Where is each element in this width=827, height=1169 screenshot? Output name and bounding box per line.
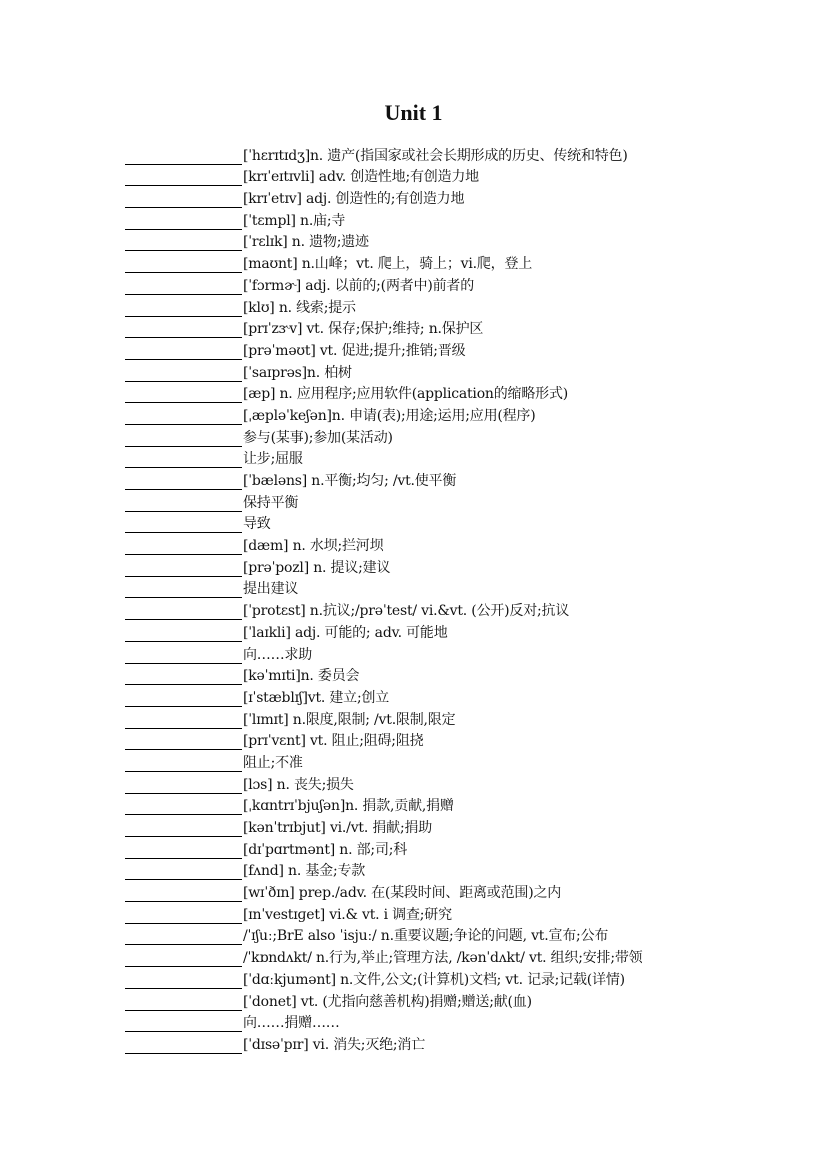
vocab-entry-row — [125, 1032, 725, 1054]
answer-blank-line[interactable] — [125, 603, 242, 620]
answer-blank-line[interactable] — [125, 863, 242, 880]
answer-blank-line[interactable] — [125, 408, 242, 425]
vocab-entry-row — [125, 989, 725, 1011]
answer-blank-line[interactable] — [125, 755, 242, 772]
answer-blank-line[interactable] — [125, 820, 242, 837]
entry-definition: 阻止;不准 — [243, 754, 303, 771]
entry-definition: [prəˈməʊt] vt. 促进;提升;推销;晋级 — [243, 342, 466, 359]
vocab-entry-row — [125, 295, 725, 317]
vocab-entry-row — [125, 902, 725, 924]
entry-definition: /ˈkɒndʌkt/ n.行为,举止;管理方法, /kənˈdʌkt/ vt. 组织;安排;带领 — [243, 950, 643, 967]
answer-blank-line[interactable] — [125, 907, 242, 924]
answer-blank-line[interactable] — [125, 647, 242, 664]
vocab-entry-row — [125, 880, 725, 902]
vocab-entry-row — [125, 772, 725, 794]
answer-blank-line[interactable] — [125, 885, 242, 902]
entry-definition: /ˈɪʃuː;BrE also ˈisjuː/ n.重要议题;争论的问题, vt.宣布;公布 — [243, 928, 609, 945]
vocab-entry-row — [125, 490, 725, 512]
entry-definition: [ˈdɑːkjumənt] n.文件,公文;(计算机)文档; vt. 记录;记载(详情) — [243, 971, 625, 988]
answer-blank-line[interactable] — [125, 169, 242, 186]
entry-definition: [fʌnd] n. 基金;专款 — [243, 863, 366, 880]
vocab-entry-row — [125, 382, 725, 404]
answer-blank-line[interactable] — [125, 777, 242, 794]
entry-definition: 导致 — [243, 516, 271, 533]
vocab-entry-row — [125, 859, 725, 881]
entry-definition: 向……捐赠…… — [243, 1015, 340, 1032]
entry-definition: [prɪˈvɛnt] vt. 阻止;阻碍;阻挠 — [243, 733, 424, 750]
vocab-entry-row — [125, 360, 725, 382]
entry-definition: 参与(某事);参加(某活动) — [243, 429, 393, 446]
vocab-entry-row — [125, 924, 725, 946]
entry-definition: [prəˈpozl] n. 提议;建议 — [243, 559, 391, 576]
vocab-entry-row — [125, 685, 725, 707]
vocab-entry-row — [125, 273, 725, 295]
answer-blank-line[interactable] — [125, 712, 242, 729]
answer-blank-line[interactable] — [125, 950, 242, 967]
entry-definition: [ˈdonet] vt. (尤指向慈善机构)捐赠;赠送;献(血) — [243, 993, 532, 1010]
entry-definition: 保持平衡 — [243, 494, 299, 511]
answer-blank-line[interactable] — [125, 473, 242, 490]
vocab-entry-row — [125, 620, 725, 642]
vocab-entry-row — [125, 425, 725, 447]
vocab-entry-row — [125, 208, 725, 230]
entry-definition: [ɪnˈvestɪɡet] vi.& vt. i 调查;研究 — [243, 906, 452, 923]
vocab-entry-row — [125, 468, 725, 490]
answer-blank-line[interactable] — [125, 213, 242, 230]
vocab-entry-row — [125, 186, 725, 208]
answer-blank-line[interactable] — [125, 538, 242, 555]
entry-definition: [ˈrɛlɪk] n. 遗物;遗迹 — [243, 234, 369, 251]
vocab-entry-row — [125, 707, 725, 729]
entry-definition: [maʊnt] n.山峰；vt. 爬上，骑上；vi.爬，登上 — [243, 256, 533, 273]
answer-blank-line[interactable] — [125, 733, 242, 750]
answer-blank-line[interactable] — [125, 972, 242, 989]
vocab-entry-row — [125, 165, 725, 187]
entry-definition: 让步;屈服 — [243, 451, 303, 468]
answer-blank-line[interactable] — [125, 668, 242, 685]
entry-definition: [æp] n. 应用程序;应用软件(application的缩略形式) — [243, 386, 569, 403]
vocab-entry-row — [125, 729, 725, 751]
answer-blank-line[interactable] — [125, 148, 242, 165]
answer-blank-line[interactable] — [125, 1037, 242, 1054]
answer-blank-line[interactable] — [125, 430, 242, 447]
vocab-entry-row — [125, 403, 725, 425]
answer-blank-line[interactable] — [125, 365, 242, 382]
entry-definition: [kənˈtrɪbjut] vi./vt. 捐献;捐助 — [243, 820, 433, 836]
vocab-entry-row — [125, 1011, 725, 1033]
vocab-entry-row — [125, 533, 725, 555]
entry-definition: [ˌkɑntrɪˈbjuʃən]n. 捐款,贡献,捐赠 — [243, 798, 454, 815]
answer-blank-line[interactable] — [125, 278, 242, 295]
vocab-entry-row — [125, 837, 725, 859]
vocab-entry-row — [125, 664, 725, 686]
entry-definition: [kəˈmɪti]n. 委员会 — [243, 668, 360, 685]
vocab-entry-row — [125, 143, 725, 165]
answer-blank-line[interactable] — [125, 928, 242, 945]
entry-definition: 向……求助 — [243, 646, 312, 663]
answer-blank-line[interactable] — [125, 560, 242, 577]
vocab-entry-row — [125, 794, 725, 816]
entry-definition: [dæm] n. 水坝;拦河坝 — [243, 538, 384, 555]
entry-definition: [krɪˈetɪv] adj. 创造性的;有创造力地 — [243, 191, 465, 208]
page-title: Unit 1 — [384, 100, 443, 125]
vocab-entry-row — [125, 338, 725, 360]
vocab-entry-row — [125, 230, 725, 252]
vocab-entry-row — [125, 967, 725, 989]
entry-definition: [krɪˈeɪtɪvli] adv. 创造性地;有创造力地 — [243, 169, 479, 186]
vocab-entry-row — [125, 750, 725, 772]
answer-blank-line[interactable] — [125, 798, 242, 815]
entry-definition: [lɔs] n. 丧失;损失 — [243, 776, 354, 793]
answer-blank-line[interactable] — [125, 1015, 242, 1032]
answer-blank-line[interactable] — [125, 321, 242, 338]
answer-blank-line[interactable] — [125, 495, 242, 512]
entry-definition: [ˈprotɛst] n.抗议;/prəˈtest/ vi.&vt. (公开)反对;抗议 — [243, 603, 570, 620]
entry-definition: [prɪˈzɝv] vt. 保存;保护;维持; n.保护区 — [243, 321, 484, 338]
answer-blank-line[interactable] — [125, 516, 242, 533]
entry-definition: [ˈlaɪkli] adj. 可能的; adv. 可能地 — [243, 624, 448, 641]
entry-definition: [ɪˈstæblɪʃ]vt. 建立;创立 — [243, 689, 390, 706]
entry-definition: [ˈsaɪprəs]n. 柏树 — [243, 364, 352, 381]
entry-definition: [klʊ] n. 线索;提示 — [243, 299, 356, 316]
vocab-entry-row — [125, 815, 725, 837]
answer-blank-line[interactable] — [125, 234, 242, 251]
entry-definition: [ˈfɔrmɚ] adj. 以前的;(两者中)前者的 — [243, 277, 475, 294]
answer-blank-line[interactable] — [125, 690, 242, 707]
vocab-entry-row — [125, 555, 725, 577]
entry-definition: [ˈhɛrɪtɪdʒ]n. 遗产(指国家或社会长期形成的历史、传统和特色) — [243, 147, 628, 164]
answer-blank-line[interactable] — [125, 581, 242, 598]
answer-blank-line[interactable] — [125, 842, 242, 859]
vocabulary-list — [125, 143, 725, 1054]
entry-definition: [wɪˈðɪn] prep./adv. 在(某段时间、距离或范围)之内 — [243, 885, 562, 902]
answer-blank-line[interactable] — [125, 625, 242, 642]
entry-definition: 提出建议 — [243, 581, 299, 598]
vocab-entry-row — [125, 447, 725, 469]
entry-definition: [ˌæpləˈkeʃən]n. 申请(表);用途;运用;应用(程序) — [243, 407, 536, 424]
entry-definition: [ˈbæləns] n.平衡;均匀; /vt.使平衡 — [243, 473, 457, 489]
answer-blank-line[interactable] — [125, 256, 242, 273]
answer-blank-line[interactable] — [125, 300, 242, 317]
entry-definition: [ˈtɛmpl] n.庙;寺 — [243, 212, 346, 229]
entry-definition: [ˈdɪsəˈpɪr] vi. 消失;灭绝;消亡 — [243, 1036, 426, 1053]
vocab-entry-row — [125, 642, 725, 664]
entry-definition: [ˈlɪmɪt] n.限度,限制; /vt.限制,限定 — [243, 711, 456, 728]
vocab-entry-row — [125, 512, 725, 534]
vocab-entry-row — [125, 577, 725, 599]
answer-blank-line[interactable] — [125, 451, 242, 468]
vocab-entry-row — [125, 945, 725, 967]
vocab-entry-row — [125, 251, 725, 273]
answer-blank-line[interactable] — [125, 386, 242, 403]
answer-blank-line[interactable] — [125, 191, 242, 208]
vocab-entry-row — [125, 598, 725, 620]
answer-blank-line[interactable] — [125, 994, 242, 1011]
answer-blank-line[interactable] — [125, 343, 242, 360]
entry-definition: [dɪˈpɑrtmənt] n. 部;司;科 — [243, 841, 408, 858]
vocab-entry-row — [125, 317, 725, 339]
